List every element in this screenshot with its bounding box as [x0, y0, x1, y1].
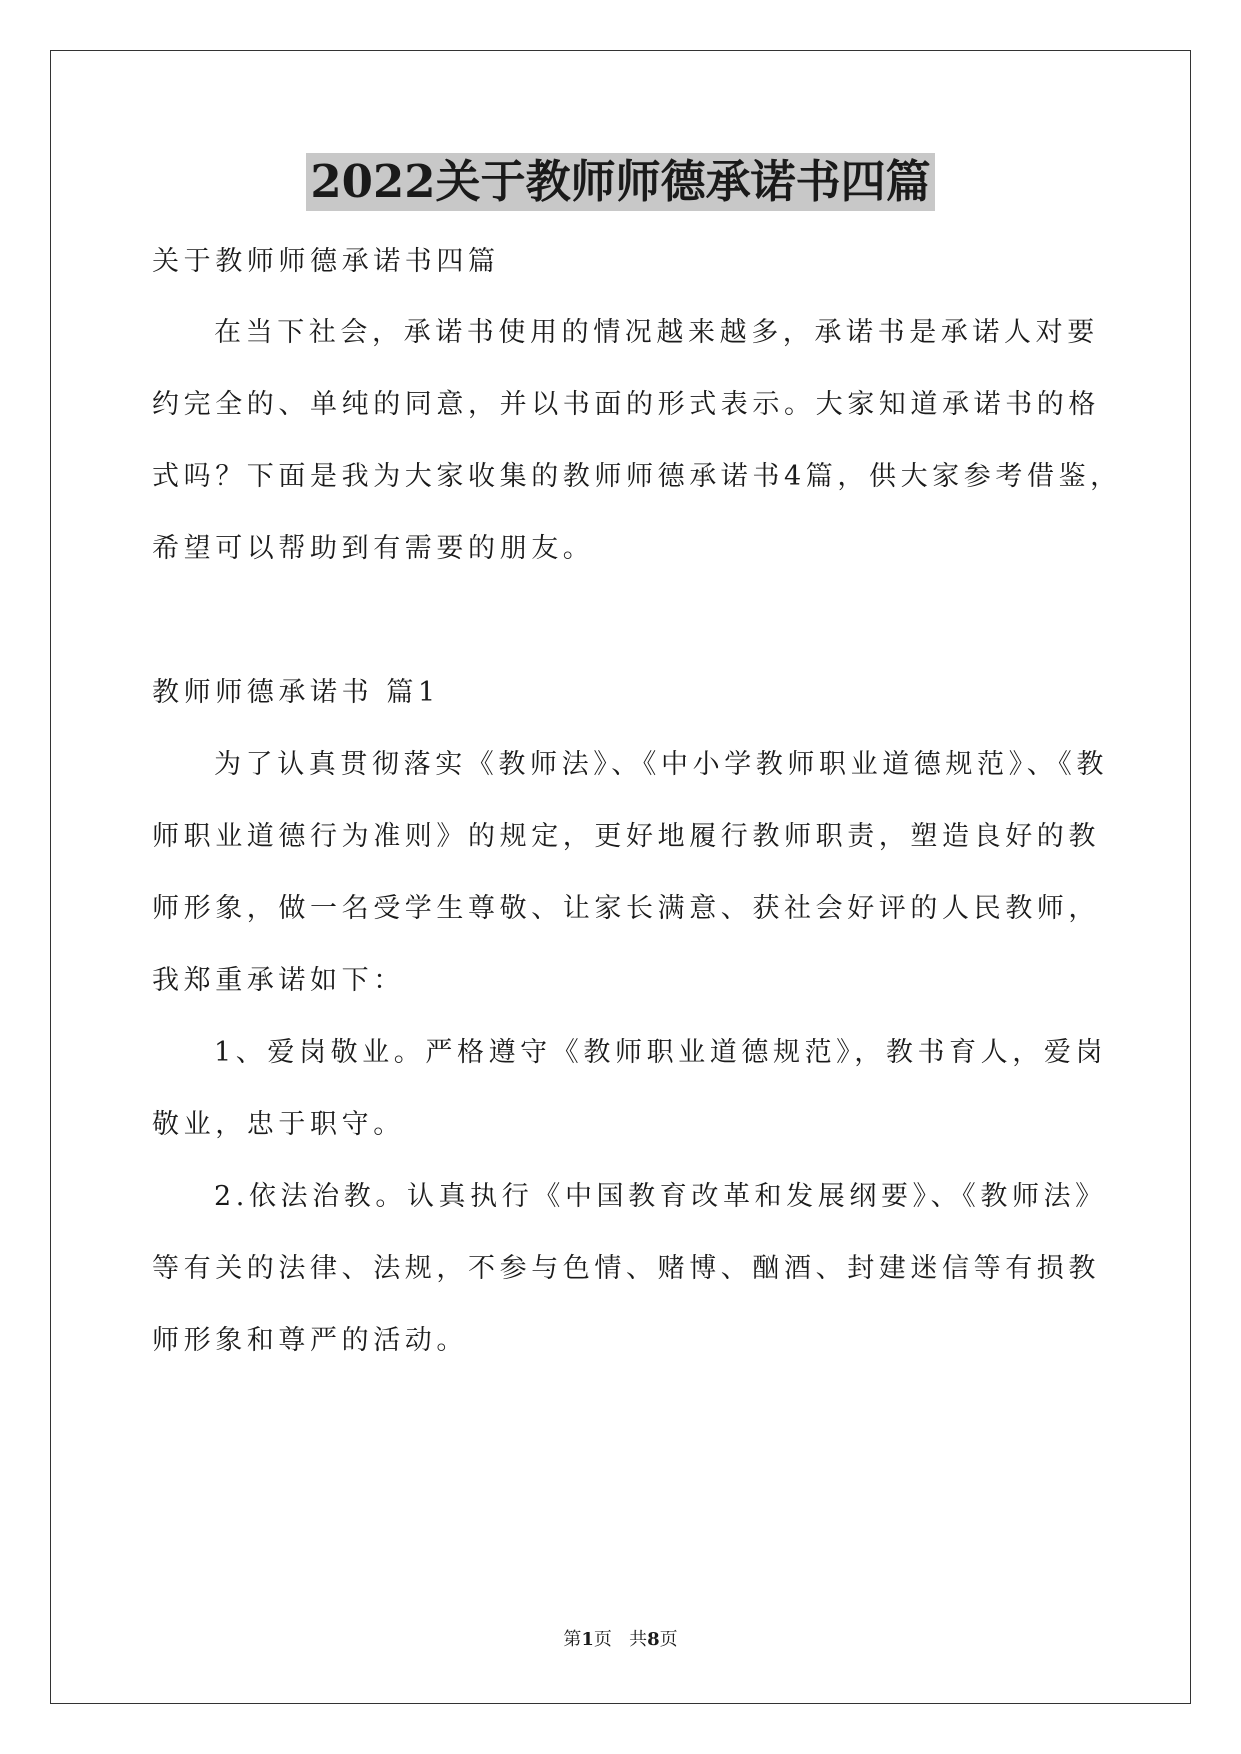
paragraph-line: 希望可以帮助到有需要的朋友。 [152, 533, 595, 564]
list-item-line: 1、爱岗敬业。严格遵守《教师职业道德规范》，教书育人，爱岗 [214, 1037, 1108, 1068]
section-heading: 教师师德承诺书 篇1 [152, 677, 440, 708]
list-item-line: 敬业，忠于职守。 [152, 1109, 405, 1140]
paragraph-line: 师形象，做一名受学生尊敬、让家长满意、获社会好评的人民教师， [152, 893, 1100, 924]
title-container [0, 153, 1241, 211]
paragraph-line: 在当下社会，承诺书使用的情况越来越多，承诺书是承诺人对要 [214, 317, 1099, 348]
paragraph-line: 我郑重承诺如下： [152, 965, 405, 996]
page-border [50, 50, 1191, 1704]
page-footer [0, 1629, 1241, 1651]
footer-suffix: 页 [659, 1629, 678, 1650]
paragraph-line: 约完全的、单纯的同意，并以书面的形式表示。大家知道承诺书的格 [152, 389, 1100, 420]
paragraph-line: 为了认真贯彻落实《教师法》、《中小学教师职业道德规范》、《教 [214, 749, 1108, 780]
paragraph-line: 师职业道德行为准则》的规定，更好地履行教师职责，塑造良好的教 [152, 821, 1100, 852]
footer-current-page: 1 [581, 1629, 594, 1650]
document-title: 2022关于教师师德承诺书四篇 [306, 153, 934, 211]
footer-mid: 页 共 [593, 1629, 648, 1650]
paragraph-line: 式吗？下面是我为大家收集的教师师德承诺书4篇，供大家参考借鉴， [152, 461, 1122, 492]
list-item-line: 师形象和尊严的活动。 [152, 1325, 468, 1356]
footer-total-pages: 8 [647, 1629, 660, 1650]
list-item-line: 等有关的法律、法规，不参与色情、赌博、酗酒、封建迷信等有损教 [152, 1253, 1100, 1284]
list-item-line: 2.依法治教。认真执行《中国教育改革和发展纲要》、《教师法》 [214, 1181, 1107, 1212]
subtitle-line: 关于教师师德承诺书四篇 [152, 246, 500, 277]
footer-prefix: 第 [563, 1629, 582, 1650]
